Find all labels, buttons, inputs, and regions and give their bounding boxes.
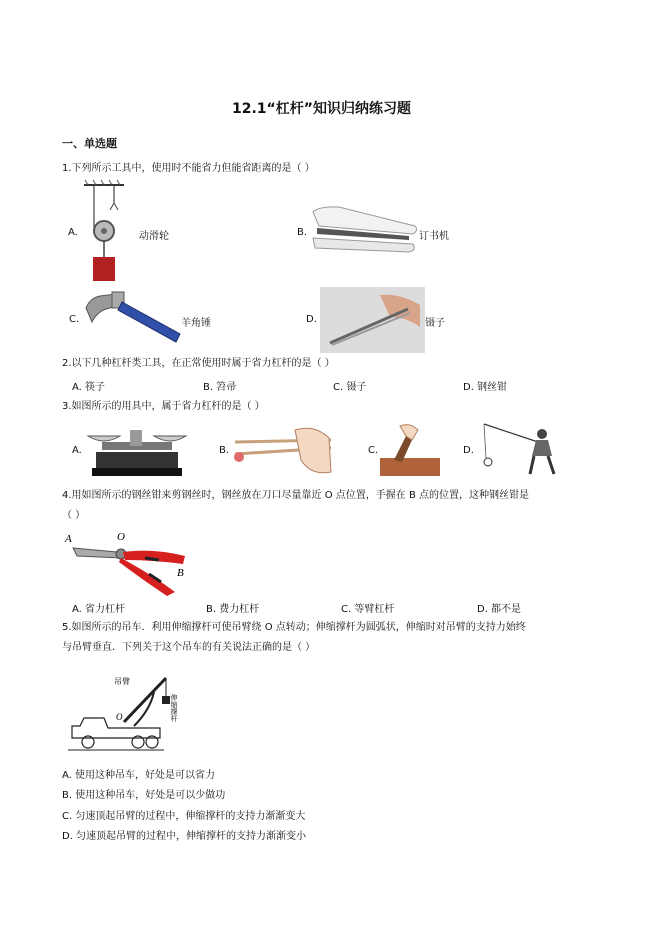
q1-option-b-letter[interactable]: B. [297, 227, 308, 238]
q3-option-c[interactable]: C. [368, 445, 379, 456]
pliers-label-o: O [117, 531, 125, 543]
q3-option-d[interactable]: D. [463, 445, 474, 456]
q5-option-c[interactable]: C. 匀速顶起吊臂的过程中，伸缩撑杆的支持力渐渐变大 [62, 811, 306, 822]
q2-option-b[interactable]: B. 笤帚 [203, 382, 237, 393]
tweezers-image [320, 287, 425, 353]
q1-option-d-text: 镊子 [425, 318, 445, 329]
hammer-nail-image [380, 420, 440, 478]
q1-stem: 1.下列所示工具中，使用时不能省力但能省距离的是（ ） [62, 163, 315, 174]
pliers-label-a: A [65, 533, 72, 545]
q1-option-a-text: 动滑轮 [139, 231, 169, 242]
q5-stem-line2: 与吊臂垂直．下列关于这个吊车的有关说法正确的是（ ） [62, 642, 316, 653]
q5-option-a[interactable]: A. 使用这种吊车，好处是可以省力 [62, 770, 216, 781]
q4-option-a[interactable]: A. 省力杠杆 [72, 604, 126, 615]
q1-option-a-letter[interactable]: A. [68, 227, 78, 238]
balance-scale-image [84, 422, 189, 482]
section-heading: 一、单选题 [62, 137, 117, 150]
pliers-label-b: B [177, 567, 184, 579]
crane-label-strut: 伸缩撑杆 [170, 694, 178, 722]
pulley-image [84, 183, 124, 283]
q1-option-b-text: 订书机 [419, 231, 449, 242]
hammer-image [84, 288, 184, 348]
q2-stem: 2.以下几种杠杆类工具，在正常使用时属于省力杠杆的是（ ） [62, 358, 335, 369]
q3-option-a[interactable]: A. [72, 445, 82, 456]
chopsticks-image [231, 424, 336, 479]
stapler-image [309, 204, 419, 258]
q4-option-b[interactable]: B. 费力杠杆 [206, 604, 260, 615]
q4-option-c[interactable]: C. 等臂杠杆 [341, 604, 395, 615]
q1-option-d-letter[interactable]: D. [306, 314, 317, 325]
q3-stem: 3.如图所示的用具中，属于省力杠杆的是（ ） [62, 401, 265, 412]
q4-option-d[interactable]: D. 都不是 [477, 604, 522, 615]
crane-label-o: O [116, 712, 123, 722]
pliers-image [63, 530, 193, 598]
q1-option-c-letter[interactable]: C. [69, 314, 80, 325]
q5-stem-line1: 5.如图所示的吊车．利用伸缩撑杆可使吊臂绕 O 点转动；伸缩撑杆为圆弧状，伸缩时对吊臂的支持力始终 [62, 622, 526, 633]
q5-option-b[interactable]: B. 使用这种吊车，好处是可以少做功 [62, 790, 226, 801]
q4-stem-line2: （ ） [62, 510, 86, 521]
q4-stem-line1: 4.用如图所示的钢丝钳来剪钢丝时，钢丝放在刀口尽量靠近 O 点位置，手握在 B 点的位置，这种钢丝钳是 [62, 490, 529, 501]
crane-label-arm: 吊臂 [114, 677, 130, 686]
q2-option-c[interactable]: C. 镊子 [333, 382, 367, 393]
fishing-rod-image [476, 420, 561, 478]
crane-truck-image [68, 666, 198, 756]
q5-option-d[interactable]: D. 匀速顶起吊臂的过程中，伸缩撑杆的支持力渐渐变小 [62, 831, 307, 842]
page-title: 12.1“杠杆”知识归纳练习题 [232, 101, 411, 117]
q3-option-b[interactable]: B. [219, 445, 230, 456]
q2-option-a[interactable]: A. 筷子 [72, 382, 106, 393]
q2-option-d[interactable]: D. 钢丝钳 [463, 382, 508, 393]
q1-option-c-text: 羊角锤 [181, 318, 211, 329]
